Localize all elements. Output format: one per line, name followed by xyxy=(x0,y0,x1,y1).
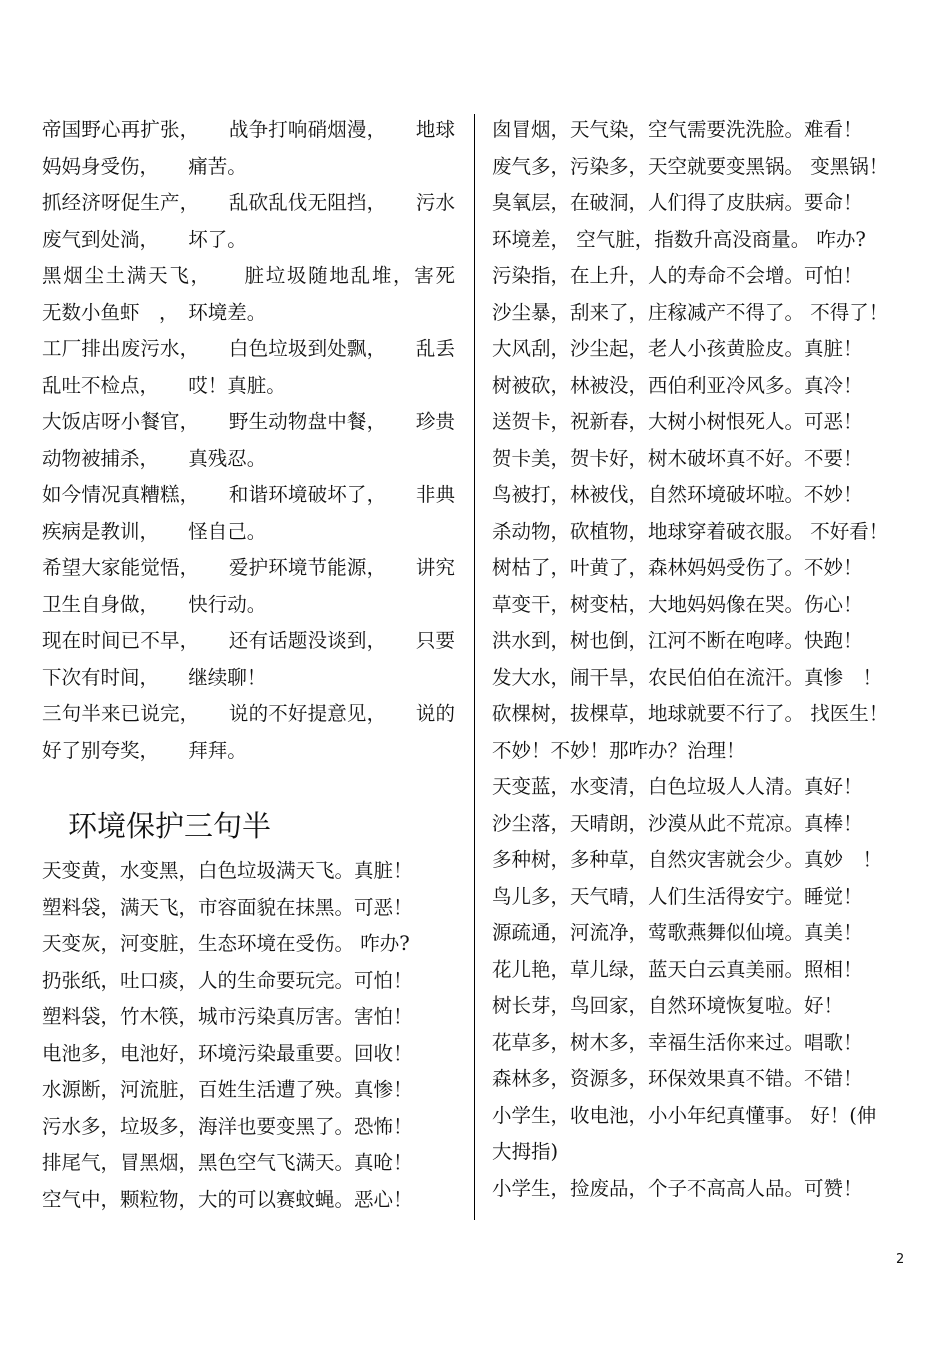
left-column xyxy=(42,112,455,769)
verse-line: 大拇指) xyxy=(492,1140,559,1163)
verse-line: 沙尘落，天晴朗，沙漠从此不荒凉。真棒！ xyxy=(492,811,863,835)
verse-line: 不妙！不妙！那咋办？治理！ xyxy=(492,738,746,762)
stanza-line-1: 三句半来已说完， 说的不好提意见， 说的 xyxy=(42,702,455,725)
stanza-line-1: 如今情况真糟糕， 和谐环境破坏了， 非典 xyxy=(42,483,455,506)
stanza-line-1: 工厂排出废污水， 白色垃圾到处飘， 乱丢 xyxy=(42,337,455,360)
verse-line: 源疏通，河流净，莺歌燕舞似仙境。真美！ xyxy=(492,921,863,944)
verse-line: 扔张纸，吐口痰，人的生命要玩完。可怕！ xyxy=(42,968,413,992)
verse-line: 森林多，资源多，环保效果真不错。不错！ xyxy=(492,1067,863,1090)
right-column xyxy=(492,112,904,1207)
verse-line: 排尾气，冒黑烟，黑色空气飞满天。真呛！ xyxy=(42,1151,413,1174)
stanza-line-1: 大饭店呀小餐官， 野生动物盘中餐， 珍贵 xyxy=(42,410,455,433)
verse-line: 杀动物，砍植物，地球穿着破衣服。 不好看！ xyxy=(492,519,889,543)
verse-line: 小学生，收电池，小小年纪真懂事。 好！(伸 xyxy=(492,1103,877,1127)
verse-line: 树被砍，林被没，西伯利亚冷风多。真冷！ xyxy=(492,373,863,397)
stanza-line-2: 卫生自身做， 快行动。 xyxy=(42,592,267,616)
stanza-line-2: 无数小鱼虾 ， 环境差。 xyxy=(42,300,267,324)
section-title: 环境保护三句半 xyxy=(68,809,272,843)
stanza-line-1: 希望大家能觉悟， 爱护环境节能源， 讲究 xyxy=(42,556,455,579)
verse-line: 水源断，河流脏，百姓生活遭了殃。真惨！ xyxy=(42,1078,413,1101)
stanza xyxy=(42,477,455,550)
verse-line: 污水多，垃圾多，海洋也要变黑了。恐怖！ xyxy=(42,1114,413,1138)
verse-line: 草变干，树变枯，大地妈妈像在哭。伤心！ xyxy=(492,592,863,616)
stanza-line-2: 乱吐不检点， 哎！真脏。 xyxy=(42,373,286,397)
stanza xyxy=(42,696,455,769)
stanza xyxy=(42,112,455,185)
poem-c xyxy=(492,112,904,1207)
stanza-line-2: 好了别夸奖， 拜拜。 xyxy=(42,738,247,762)
verse-line: 多种树，多种草，自然灾害就会少。真妙 ！ xyxy=(492,848,883,871)
verse-line: 臭氧层，在破洞，人们得了皮肤病。要命！ xyxy=(492,191,863,214)
verse-line: 空气中，颗粒物，大的可以赛蚊蝇。恶心！ xyxy=(42,1187,413,1211)
stanza xyxy=(42,623,455,696)
stanza-line-2: 废气到处淌， 坏了。 xyxy=(42,227,247,251)
verse-line: 天变黄，水变黑，白色垃圾满天飞。真脏！ xyxy=(42,859,413,882)
verse-line: 囱冒烟，天气染，空气需要洗洗脸。难看！ xyxy=(492,118,863,141)
stanza-line-1: 黑烟尘土满天飞， 脏垃圾随地乱堆，害死 xyxy=(42,264,455,287)
stanza-line-1: 抓经济呀促生产， 乱砍乱伐无阻挡， 污水 xyxy=(42,191,455,214)
stanza-line-1: 帝国野心再扩张， 战争打响硝烟漫， 地球 xyxy=(42,118,455,141)
verse-line: 天变蓝，水变清，白色垃圾人人清。真好！ xyxy=(492,775,863,798)
verse-line: 塑料袋，竹木筷，城市污染真厉害。害怕！ xyxy=(42,1005,413,1028)
verse-line: 大风刮，沙尘起，老人小孩黄脸皮。真脏！ xyxy=(492,337,863,360)
column-divider xyxy=(474,114,475,1220)
verse-line: 发大水，闹干旱，农民伯伯在流汗。真惨 ！ xyxy=(492,665,883,689)
verse-line: 废气多，污染多，天空就要变黑锅。 变黑锅！ xyxy=(492,154,889,178)
stanza-line-2: 妈妈身受伤， 痛苦。 xyxy=(42,154,247,178)
verse-line: 鸟被打，林被伐，自然环境破坏啦。不妙！ xyxy=(492,483,863,506)
verse-line: 小学生，捡废品，个子不高高人品。可赞！ xyxy=(492,1176,863,1200)
verse-line: 塑料袋，满天飞，市容面貌在抹黑。可恶！ xyxy=(42,895,413,919)
verse-line: 洪水到，树也倒，江河不断在咆哮。快跑！ xyxy=(492,629,863,652)
verse-line: 花儿艳，草儿绿，蓝天白云真美丽。照相！ xyxy=(492,957,863,981)
stanza xyxy=(42,404,455,477)
verse-line: 砍棵树，拔棵草，地球就要不行了。 找医生！ xyxy=(492,702,889,725)
page-number: 2 xyxy=(896,1252,905,1267)
verse-line: 贺卡美，贺卡好，树木破坏真不好。不要！ xyxy=(492,446,863,470)
verse-line: 送贺卡，祝新春，大树小树恨死人。可恶！ xyxy=(492,410,863,433)
poem-a xyxy=(42,112,455,769)
stanza xyxy=(42,550,455,623)
verse-line: 天变灰，河变脏，生态环境在受伤。 咋办? xyxy=(42,932,410,955)
verse-line: 环境差， 空气脏，指数升高没商量。 咋办? xyxy=(492,227,866,251)
stanza-line-2: 动物被捕杀， 真残忍。 xyxy=(42,446,267,470)
verse-line: 树枯了，叶黄了，森林妈妈受伤了。不妙！ xyxy=(492,556,863,579)
stanza-line-1: 现在时间已不早， 还有话题没谈到， 只要 xyxy=(42,629,455,652)
verse-line: 鸟儿多，天气晴，人们生活得安宁。睡觉！ xyxy=(492,884,863,908)
stanza-line-2: 疾病是教训， 怪自己。 xyxy=(42,519,267,543)
verse-line: 污染指，在上升，人的寿命不会增。可怕！ xyxy=(492,264,863,287)
stanza xyxy=(42,258,455,331)
stanza-line-2: 下次有时间， 继续聊！ xyxy=(42,665,267,689)
verse-line: 树长芽，鸟回家，自然环境恢复啦。好！ xyxy=(492,994,844,1017)
stanza xyxy=(42,185,455,258)
verse-line: 沙尘暴，刮来了，庄稼减产不得了。 不得了！ xyxy=(492,300,889,324)
stanza xyxy=(42,331,455,404)
verse-line: 花草多，树木多，幸福生活你来过。唱歌！ xyxy=(492,1030,863,1054)
verse-line: 电池多，电池好，环境污染最重要。回收！ xyxy=(42,1041,413,1065)
poem-b xyxy=(42,853,455,1218)
